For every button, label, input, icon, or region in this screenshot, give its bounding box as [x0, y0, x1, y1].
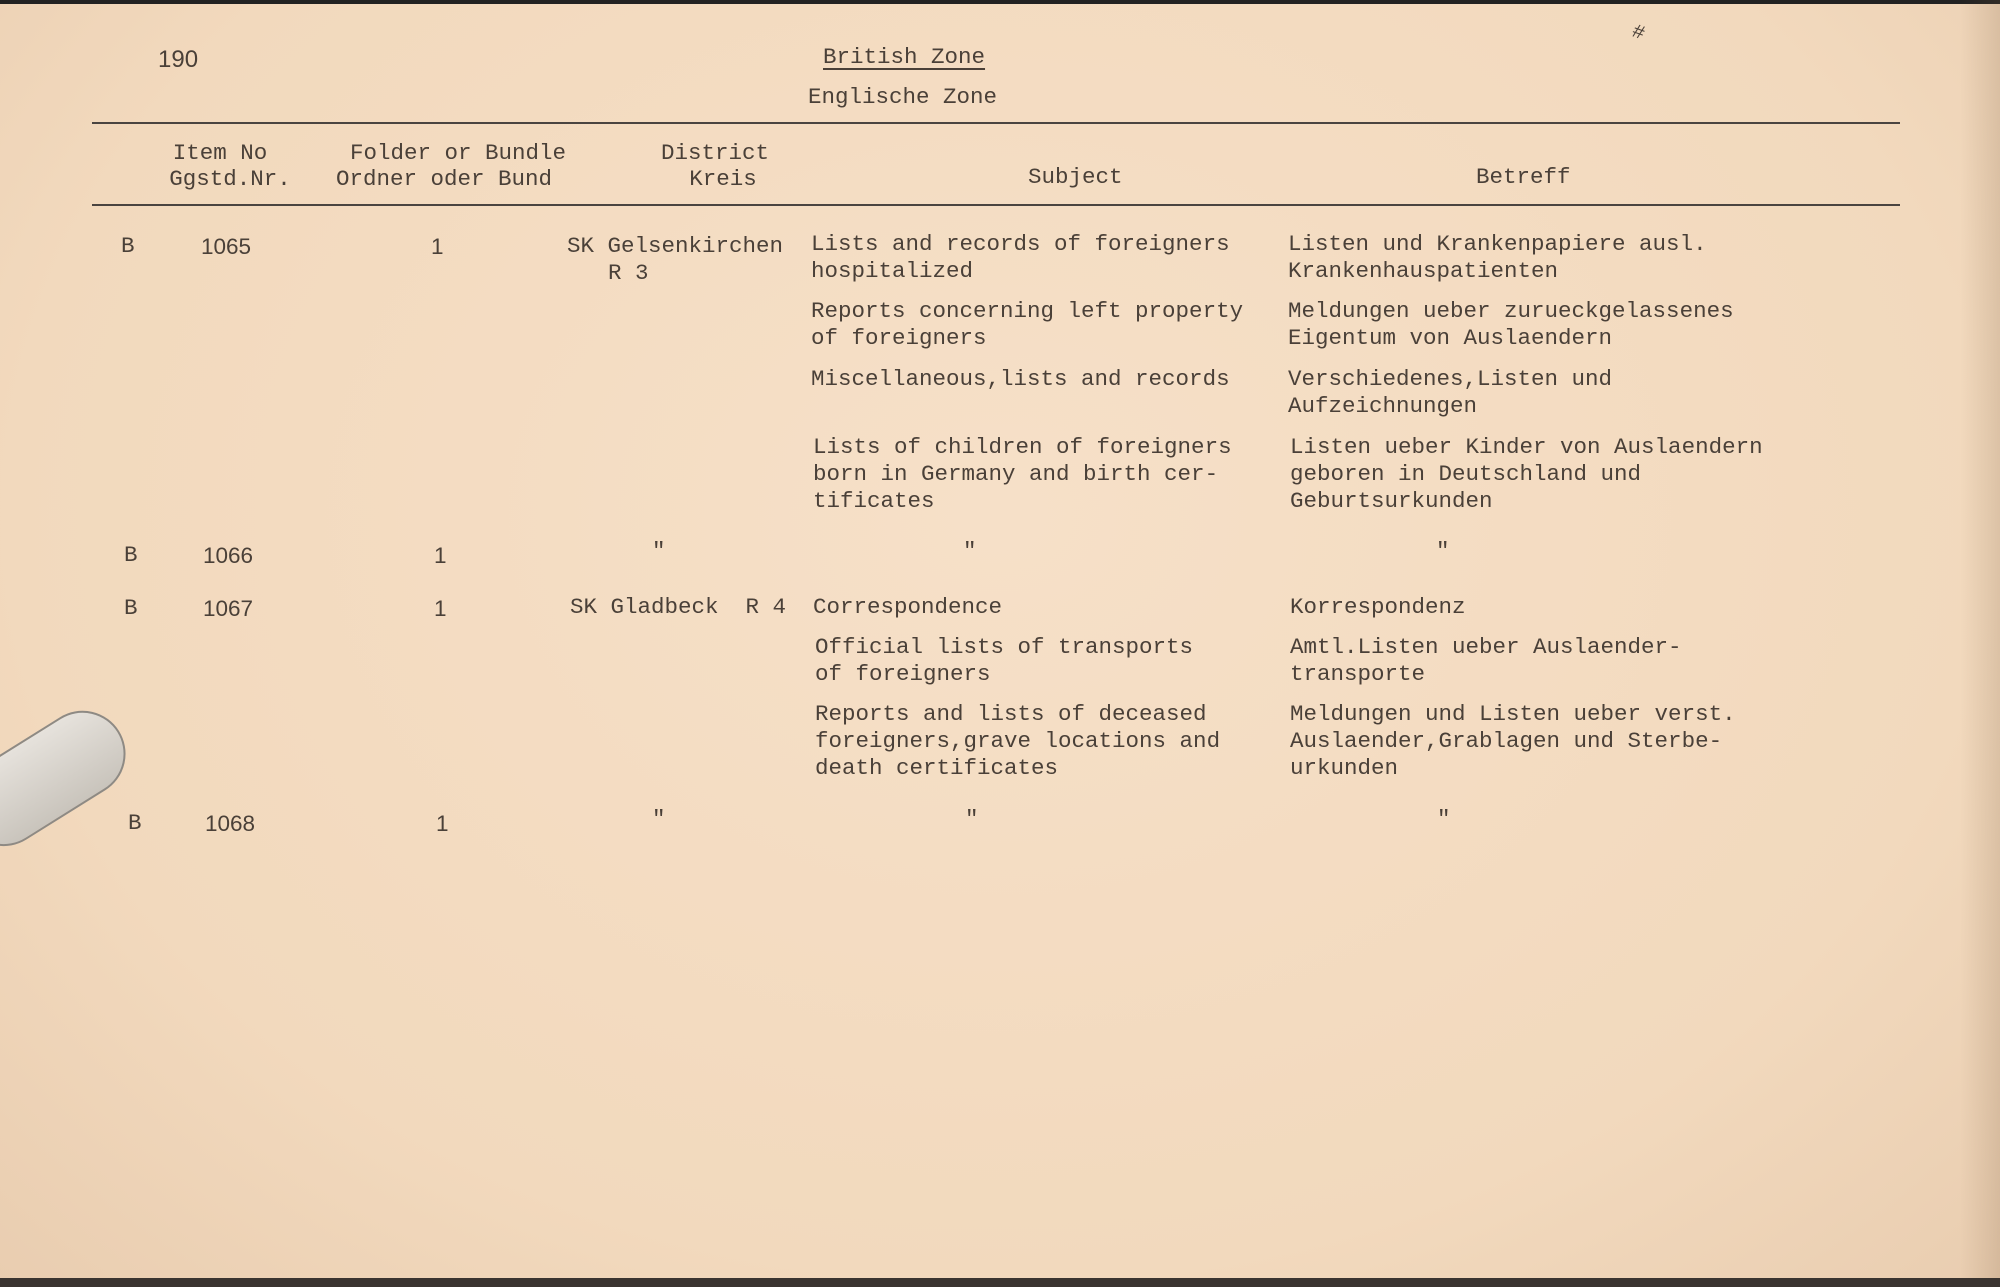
- subject-entry: Miscellaneous,lists and records: [811, 366, 1230, 392]
- item-number: 1068: [205, 811, 256, 836]
- district-ditto: ": [652, 806, 666, 832]
- header-subject: Subject: [1028, 164, 1123, 190]
- subject-entry: Lists of children of foreigners born in Germany and birth cer- tificates: [813, 434, 1232, 514]
- item-number: 1066: [203, 543, 254, 568]
- header-item-no-de: Ggstd.Nr.: [169, 166, 291, 192]
- betreff-entry: Meldungen und Listen ueber verst. Auslaender,Grablagen und Sterbe- urkunden: [1290, 701, 1736, 781]
- betreff-entry: Listen und Krankenpapiere ausl. Krankenhauspatienten: [1288, 231, 1707, 284]
- page-number: 190: [158, 46, 199, 73]
- betreff-entry: Amtl.Listen ueber Auslaender- transporte: [1290, 634, 1682, 687]
- betreff-entry: Korrespondenz: [1290, 594, 1466, 620]
- item-number: 1067: [203, 596, 254, 621]
- row-prefix: B: [124, 542, 138, 568]
- header-folder-en: Folder or Bundle: [349, 140, 567, 166]
- betreff-entry: Meldungen ueber zurueckgelassenes Eigentum von Auslaendern: [1288, 298, 1734, 351]
- folder-number: 1: [431, 234, 444, 259]
- betreff-ditto: ": [1437, 806, 1451, 832]
- header-district-de: Kreis: [689, 166, 757, 192]
- page-right-shade: [1960, 0, 2000, 1287]
- row-prefix: B: [128, 810, 142, 836]
- district-region: R 3: [608, 260, 649, 286]
- header-district-en: District: [660, 140, 770, 166]
- betreff-entry: Listen ueber Kinder von Auslaendern geboren in Deutschland und Geburtsurkunden: [1290, 434, 1763, 514]
- betreff-entry: Verschiedenes,Listen und Aufzeichnungen: [1288, 366, 1613, 419]
- row-prefix: B: [124, 595, 138, 621]
- subject-entry: Reports and lists of deceased foreigners,grave locations and death certificates: [815, 701, 1221, 781]
- item-number: 1065: [201, 234, 252, 259]
- page-subtitle: Englische Zone: [808, 84, 998, 110]
- folder-number: 1: [434, 596, 447, 621]
- district: SK Gladbeck R 4: [570, 594, 787, 620]
- district-ditto: ": [652, 538, 666, 564]
- page-bottom-edge: [0, 1278, 2000, 1287]
- header-betreff: Betreff: [1476, 164, 1571, 190]
- subject-entry: Correspondence: [813, 594, 1003, 620]
- betreff-ditto: ": [1436, 538, 1450, 564]
- header-top-rule: [92, 122, 1900, 124]
- header-bottom-rule: [92, 204, 1900, 206]
- subject-entry: Lists and records of foreigners hospitalized: [811, 231, 1230, 284]
- header-folder-de: Ordner oder Bund: [335, 166, 553, 192]
- folder-number: 1: [434, 543, 447, 568]
- header-item-no-en: Item No: [172, 140, 268, 166]
- handwritten-mark: #: [1628, 20, 1648, 47]
- district: SK Gelsenkirchen: [567, 233, 784, 259]
- page-title: British Zone: [823, 44, 986, 70]
- pen-tip-object: [0, 695, 142, 863]
- subject-ditto: ": [965, 806, 979, 832]
- subject-entry: Reports concerning left property of foreigners: [811, 298, 1244, 351]
- subject-entry: Official lists of transports of foreigners: [815, 634, 1194, 687]
- subject-ditto: ": [963, 538, 977, 564]
- page-top-edge: [0, 0, 2000, 4]
- folder-number: 1: [436, 811, 449, 836]
- row-prefix: B: [121, 233, 135, 259]
